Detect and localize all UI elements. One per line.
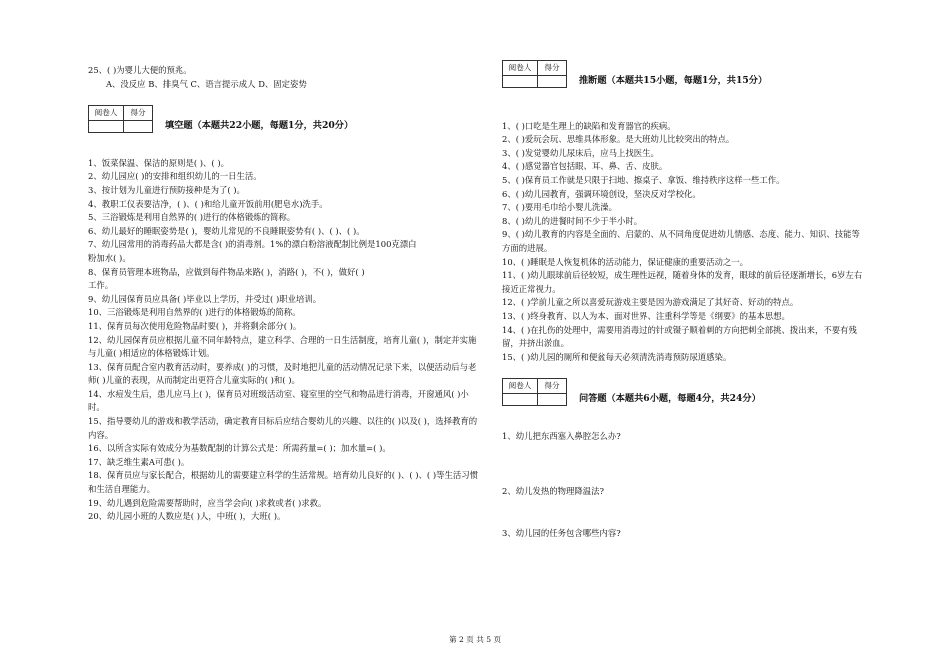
list-item: 4、教职工仪表要洁净，( )、( )和给儿童开饭前用(肥皂水)洗手。: [88, 198, 328, 209]
list-item: 16、以所含实际有效成分为基数配制的计算公式是：所需药量=( )；加水量=( )。: [88, 443, 391, 454]
list-item: 工作。: [88, 280, 114, 291]
reviewer-label: 阅卷人: [503, 379, 538, 394]
list-item: 1、( )口吃是生理上的缺陷和发育器官的疾病。: [502, 120, 676, 131]
list-item: 2、幼儿园应( )的安排和组织幼儿的一日生活。: [88, 171, 262, 182]
question-25: 25、( )为婴儿大便的预兆。: [88, 65, 192, 75]
right-column: [502, 60, 867, 541]
score-box: [502, 378, 567, 406]
score-label: 得分: [538, 61, 567, 76]
qa-section-header: [502, 378, 867, 406]
list-item: 3、按计划为儿童进行预防接种是为了( )。: [88, 184, 245, 195]
score-box: [502, 60, 567, 88]
reviewer-cell: [503, 75, 538, 87]
reviewer-label: 阅卷人: [89, 106, 124, 121]
qa-question-list: [502, 430, 867, 541]
list-item: 15、( )幼儿园的厕所和便盆每天必须清洗消毒预防尿道感染。: [502, 351, 732, 362]
list-item: 8、保育员管理本班物品，应做到每件物品来路( )，消路( )，不( )，做好( ): [88, 266, 365, 277]
score-box: [88, 105, 153, 133]
list-item: 1、饭菜保温、保洁的原则是( )、( )。: [88, 157, 229, 168]
score-cell: [124, 120, 153, 132]
list-item: 19、幼儿遇到危险需要帮助时，应当学会向( )求救或者( )求救。: [88, 497, 327, 508]
list-item: 3、( )发觉婴幼儿尿床后，应马上找医生。: [502, 147, 659, 158]
judge-section-header: [502, 60, 867, 88]
list-item: 10、三浴锻炼是利用自然界的( )进行的体格锻炼的简称。: [88, 307, 301, 318]
judge-question-list: [502, 120, 867, 365]
list-item: 2、幼儿发热的物理降温法?: [502, 486, 604, 497]
score-label: 得分: [124, 106, 153, 121]
reviewer-cell: [89, 120, 124, 132]
list-item: 13、( )终身教育、以人为本、面对世界、注重科学等是《纲要》的基本思想。: [502, 310, 790, 321]
list-item: 14、( )在扎伤的处理中，需要用消毒过的针或镊子顺着刺的方向把刺全部挑、拨出来，不要有残留，并挤出淤血。: [502, 324, 857, 349]
question-25-options: A、没反应 B、排臭气 C、语言提示成人 D、固定姿势: [106, 78, 307, 89]
list-item: 18、保育员应与家长配合，根据幼儿的需要建立科学的生活常规。培育幼儿良好的( )、( )、( )等生活习惯和生活自理能力。: [88, 470, 478, 495]
score-cell: [538, 75, 567, 87]
reviewer-label: 阅卷人: [503, 61, 538, 76]
list-item: 8、( )幼儿的进餐时间不少于半小时。: [502, 215, 643, 226]
list-item: 20、幼儿园小班的人数应是( )人，中班( )，大班( )。: [88, 511, 286, 522]
list-item: 9、幼儿园保育员应具备( )毕业以上学历，并受过( )职业培训。: [88, 293, 322, 304]
list-item: 10、( )睡眠是人恢复机体的活动能力，保证健康的重要活动之一。: [502, 256, 748, 267]
fill-question-list: [88, 157, 483, 524]
score-label: 得分: [538, 379, 567, 394]
list-item: 3、幼儿园的任务包含哪些内容?: [502, 528, 621, 539]
list-item: 5、( )保育员工作就是只限于扫地、擦桌子、拿饭、维持秩序这样一些工作。: [502, 174, 785, 185]
list-item: 13、保育员配合室内教育活动时，要养成( )的习惯，及时地把儿童的活动情况记录下来，以便活动后与老师( )儿童的表现，从而制定出更符合儿童实际的( )和( )。: [88, 361, 477, 386]
fill-section-header: [88, 105, 483, 133]
score-cell: [538, 393, 567, 405]
list-item: 5、三浴锻炼是利用自然界的( )进行的体格锻炼的简称。: [88, 212, 296, 223]
list-item: 11、( )幼儿眼球前后径较短，成生理性远视，随着身体的发育，眼球的前后径逐渐增长，6岁左右接近正常视力。: [502, 270, 863, 294]
list-item: 17、缺乏维生素A可患( )。: [88, 456, 190, 467]
list-item: 9、( )幼儿教育的内容是全面的、启蒙的、从不同角度促进幼儿情感、态度、能力、知识、技能等方面的进展。: [502, 229, 860, 253]
list-item: 12、( )学前儿童之所以喜爱玩游戏主要是因为游戏满足了其好奇、好动的特点。: [502, 297, 799, 308]
judge-section-title: 推断题（本题共15小题，每题1分，共15分）: [579, 75, 768, 86]
reviewer-cell: [503, 393, 538, 405]
list-item: 15、指导婴幼儿的游戏和教学活动，确定教育目标后应结合婴幼儿的兴趣、以往的( )以及( )，选择教育的内容。: [88, 416, 478, 440]
list-item: 12、幼儿园保育员应根据儿童不同年龄特点，建立科学、合理的一日生活制度，培育儿童( )，制定并实施与儿童( )相适应的体格锻炼计划。: [88, 334, 477, 359]
list-item: 6、( )幼儿园教育，强调环境创设，坚决反对学校化。: [502, 188, 701, 199]
list-item: 7、( )要用毛巾给小婴儿洗澡。: [502, 202, 618, 213]
list-item: 1、幼儿把东西塞入鼻腔怎么办?: [502, 430, 621, 441]
page-number: 第 2 页 共 5 页: [448, 635, 502, 644]
qa-section-title: 问答题（本题共6小题，每题4分，共24分）: [579, 393, 761, 405]
list-item: 11、保育员每次使用危险物品时要( )，并将剩余部分( )。: [88, 320, 302, 331]
list-item: 7、幼儿园常用的消毒药品大都是含( )的消毒剂。1%的漂白粉溶液配制比例是100克漂白: [88, 239, 417, 250]
list-item: 14、水痘发生后，患儿应马上( )，保育员对班级活动室、寝室里的空气和物品进行消毒，开窗通风( )小时。: [88, 388, 469, 413]
list-item: 2、( )爱玩会玩、思维具体形象。是大班幼儿比较突出的特点。: [502, 134, 735, 145]
list-item: 4、( )感觉器官包括眼、耳、鼻、舌、皮肤。: [502, 161, 668, 172]
list-item: 6、幼儿最好的睡眠姿势是( )，婴幼儿常见的不良睡眠姿势有( )、( )、( )。: [88, 225, 365, 236]
fill-section-title: 填空题（本题共22小题，每题1分，共20分）: [165, 120, 354, 132]
list-item: 粉加水( )。: [88, 252, 131, 263]
left-column: [88, 64, 483, 524]
